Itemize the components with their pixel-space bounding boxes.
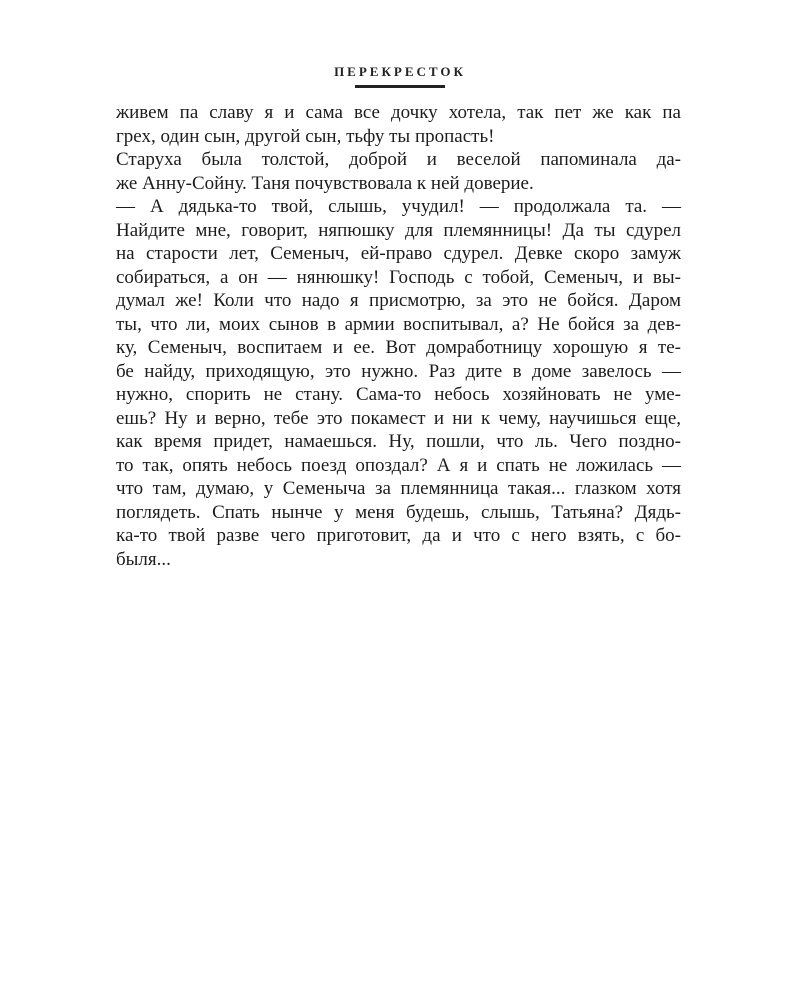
text-line: как время придет, намаешься. Ну, пошли, что ль. Чего поздно- <box>116 431 681 452</box>
text-line: думал же! Коли что надо я присмотрю, за это не бойся. Даром <box>116 290 681 311</box>
text-line: собираться, а он — нянюшку! Господь с тобой, Семеныч, и вы- <box>116 266 681 288</box>
text-line: же Анну-Сойну. Таня почувствовала к ней доверие. <box>116 172 534 194</box>
running-head-title: ПЕРЕКРЕСТОК <box>334 64 466 79</box>
text-line: ка-то твой разве чего приготовит, да и что с него взять, с бо- <box>116 525 681 546</box>
text-line: Найдите мне, говорит, няпюшку для племянницы! Да ты сдурел <box>116 219 681 241</box>
text-line: нужно, спорить не стану. Сама-то небось хозяйновать не уме- <box>116 384 681 405</box>
body-text <box>116 101 681 571</box>
text-line: ешь? Ну и верно, тебе это покамест и ни к чему, научишься еще, <box>116 407 681 429</box>
text-line: Старуха была толстой, доброй и веселой папоминала да- <box>116 149 681 170</box>
running-head <box>0 63 800 88</box>
text-line: на старости лет, Семеныч, ей-право сдурел. Девке скоро замуж <box>116 243 681 264</box>
text-line: что там, думаю, у Семеныча за племянница такая... глазком хотя <box>116 478 681 499</box>
text-line: быля... <box>116 548 171 570</box>
text-line: — А дядька-то твой, слышь, учудил! — продолжала та. — <box>116 196 681 217</box>
text-line: ку, Семеныч, воспитаем и ее. Вот домработницу хорошую я те- <box>116 337 681 358</box>
text-line: поглядеть. Спать нынче у меня будешь, слышь, Татьяна? Дядь- <box>116 501 681 523</box>
text-line: ты, что ли, моих сынов в армии воспитывал, а? Не бойся за дев- <box>116 313 681 335</box>
running-head-rule <box>355 85 445 88</box>
text-line: грех, один сын, другой сын, тьфу ты пропасть! <box>116 125 495 147</box>
text-line: то так, опять небось поезд опоздал? А я и спать не ложилась — <box>116 454 681 476</box>
text-line: бе найду, приходящую, это нужно. Раз дите в доме завелось — <box>116 360 681 382</box>
text-line: живем па славу я и сама все дочку хотела, так пет же как па <box>116 102 681 123</box>
